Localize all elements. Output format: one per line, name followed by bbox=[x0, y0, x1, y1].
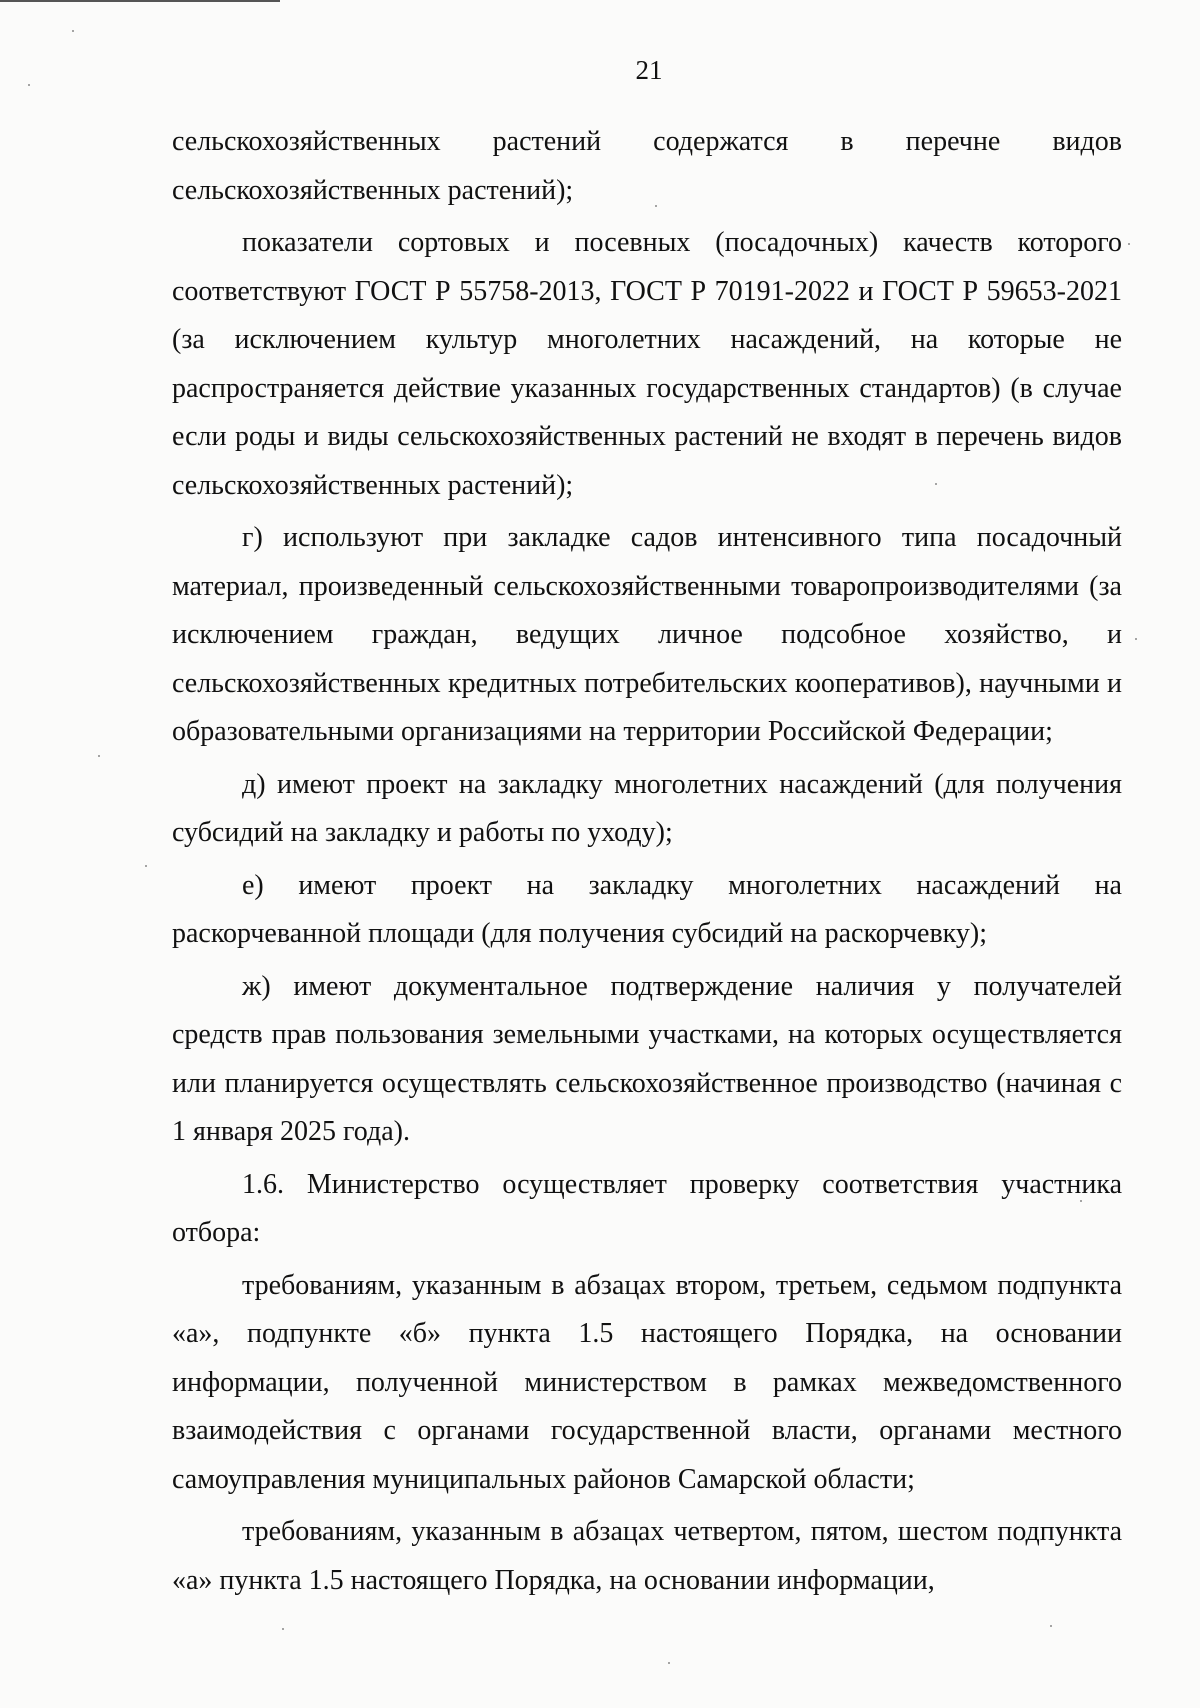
paragraph-requirements-paragraphs-4-6: требованиям, указанным в абзацах четвертом, пятом, шестом подпункта «а» пункта 1.5 настоящего Порядка, на основании информации, bbox=[172, 1516, 1122, 1596]
scan-speck bbox=[1080, 1200, 1082, 1202]
scan-speck bbox=[98, 755, 100, 757]
paragraph-quality-indicators: показатели сортовых и посевных (посадочных) качеств которого соответствуют ГОСТ Р 55758-2013, ГОСТ Р 70191-2022 и ГОСТ Р 59653-2021 (за исключением культур многолетних насаждений, на которые не распространяется действие указанных государственных стандартов) (в случае если роды и виды сельскохозяйственных растений не входят в перечень видов сельскохозяйственных растений); bbox=[172, 227, 1122, 501]
scan-speck bbox=[935, 483, 937, 485]
paragraph-item-d: д) имеют проект на закладку многолетних насаждений (для получения субсидий на закладку и работы по уходу); bbox=[172, 768, 1122, 848]
document-body bbox=[172, 118, 1122, 1605]
scan-speck bbox=[1135, 638, 1137, 640]
scan-edge-line bbox=[0, 0, 280, 2]
scan-speck bbox=[1050, 1625, 1052, 1627]
scan-speck bbox=[668, 1662, 670, 1664]
scan-speck bbox=[655, 205, 657, 207]
paragraph-item-g: г) используют при закладке садов интенсивного типа посадочный материал, произведенный сельскохозяйственными товаропроизводителями (за исключением граждан, ведущих личное подсобное хозяйство, и сельскохозяйственных кредитных потребительских кооперативов), научными и образовательными организациями на территории Российской Федерации; bbox=[172, 522, 1122, 747]
scan-speck bbox=[28, 84, 30, 86]
scan-speck bbox=[72, 30, 74, 32]
scan-speck bbox=[282, 1628, 284, 1630]
paragraph-plant-species-continuation: сельскохозяйственных растений содержатся в перечне видов сельскохозяйственных растений); bbox=[172, 126, 1122, 206]
paragraph-item-zh: ж) имеют документальное подтверждение наличия у получателей средств прав пользования земельными участками, на которых осуществляется или планируется осуществлять сельскохозяйственное производство (начиная с 1 января 2025 года). bbox=[172, 970, 1122, 1147]
paragraph-requirements-interagency: требованиям, указанным в абзацах втором, третьем, седьмом подпункта «а», подпункте «б» пункта 1.5 настоящего Порядка, на основании информации, полученной министерством в рамках межведомственного взаимодействия с органами государственной власти, органами местного самоуправления муниципальных районов Самарской области; bbox=[172, 1269, 1122, 1495]
paragraph-item-e: е) имеют проект на закладку многолетних насаждений на раскорчеванной площади (для получения субсидий на раскорчевку); bbox=[172, 869, 1122, 949]
scan-speck bbox=[1128, 243, 1130, 245]
scan-speck bbox=[145, 865, 147, 867]
page-number: 21 bbox=[635, 55, 663, 85]
paragraph-section-1-6: 1.6. Министерство осуществляет проверку соответствия участника отбора: bbox=[172, 1168, 1122, 1248]
